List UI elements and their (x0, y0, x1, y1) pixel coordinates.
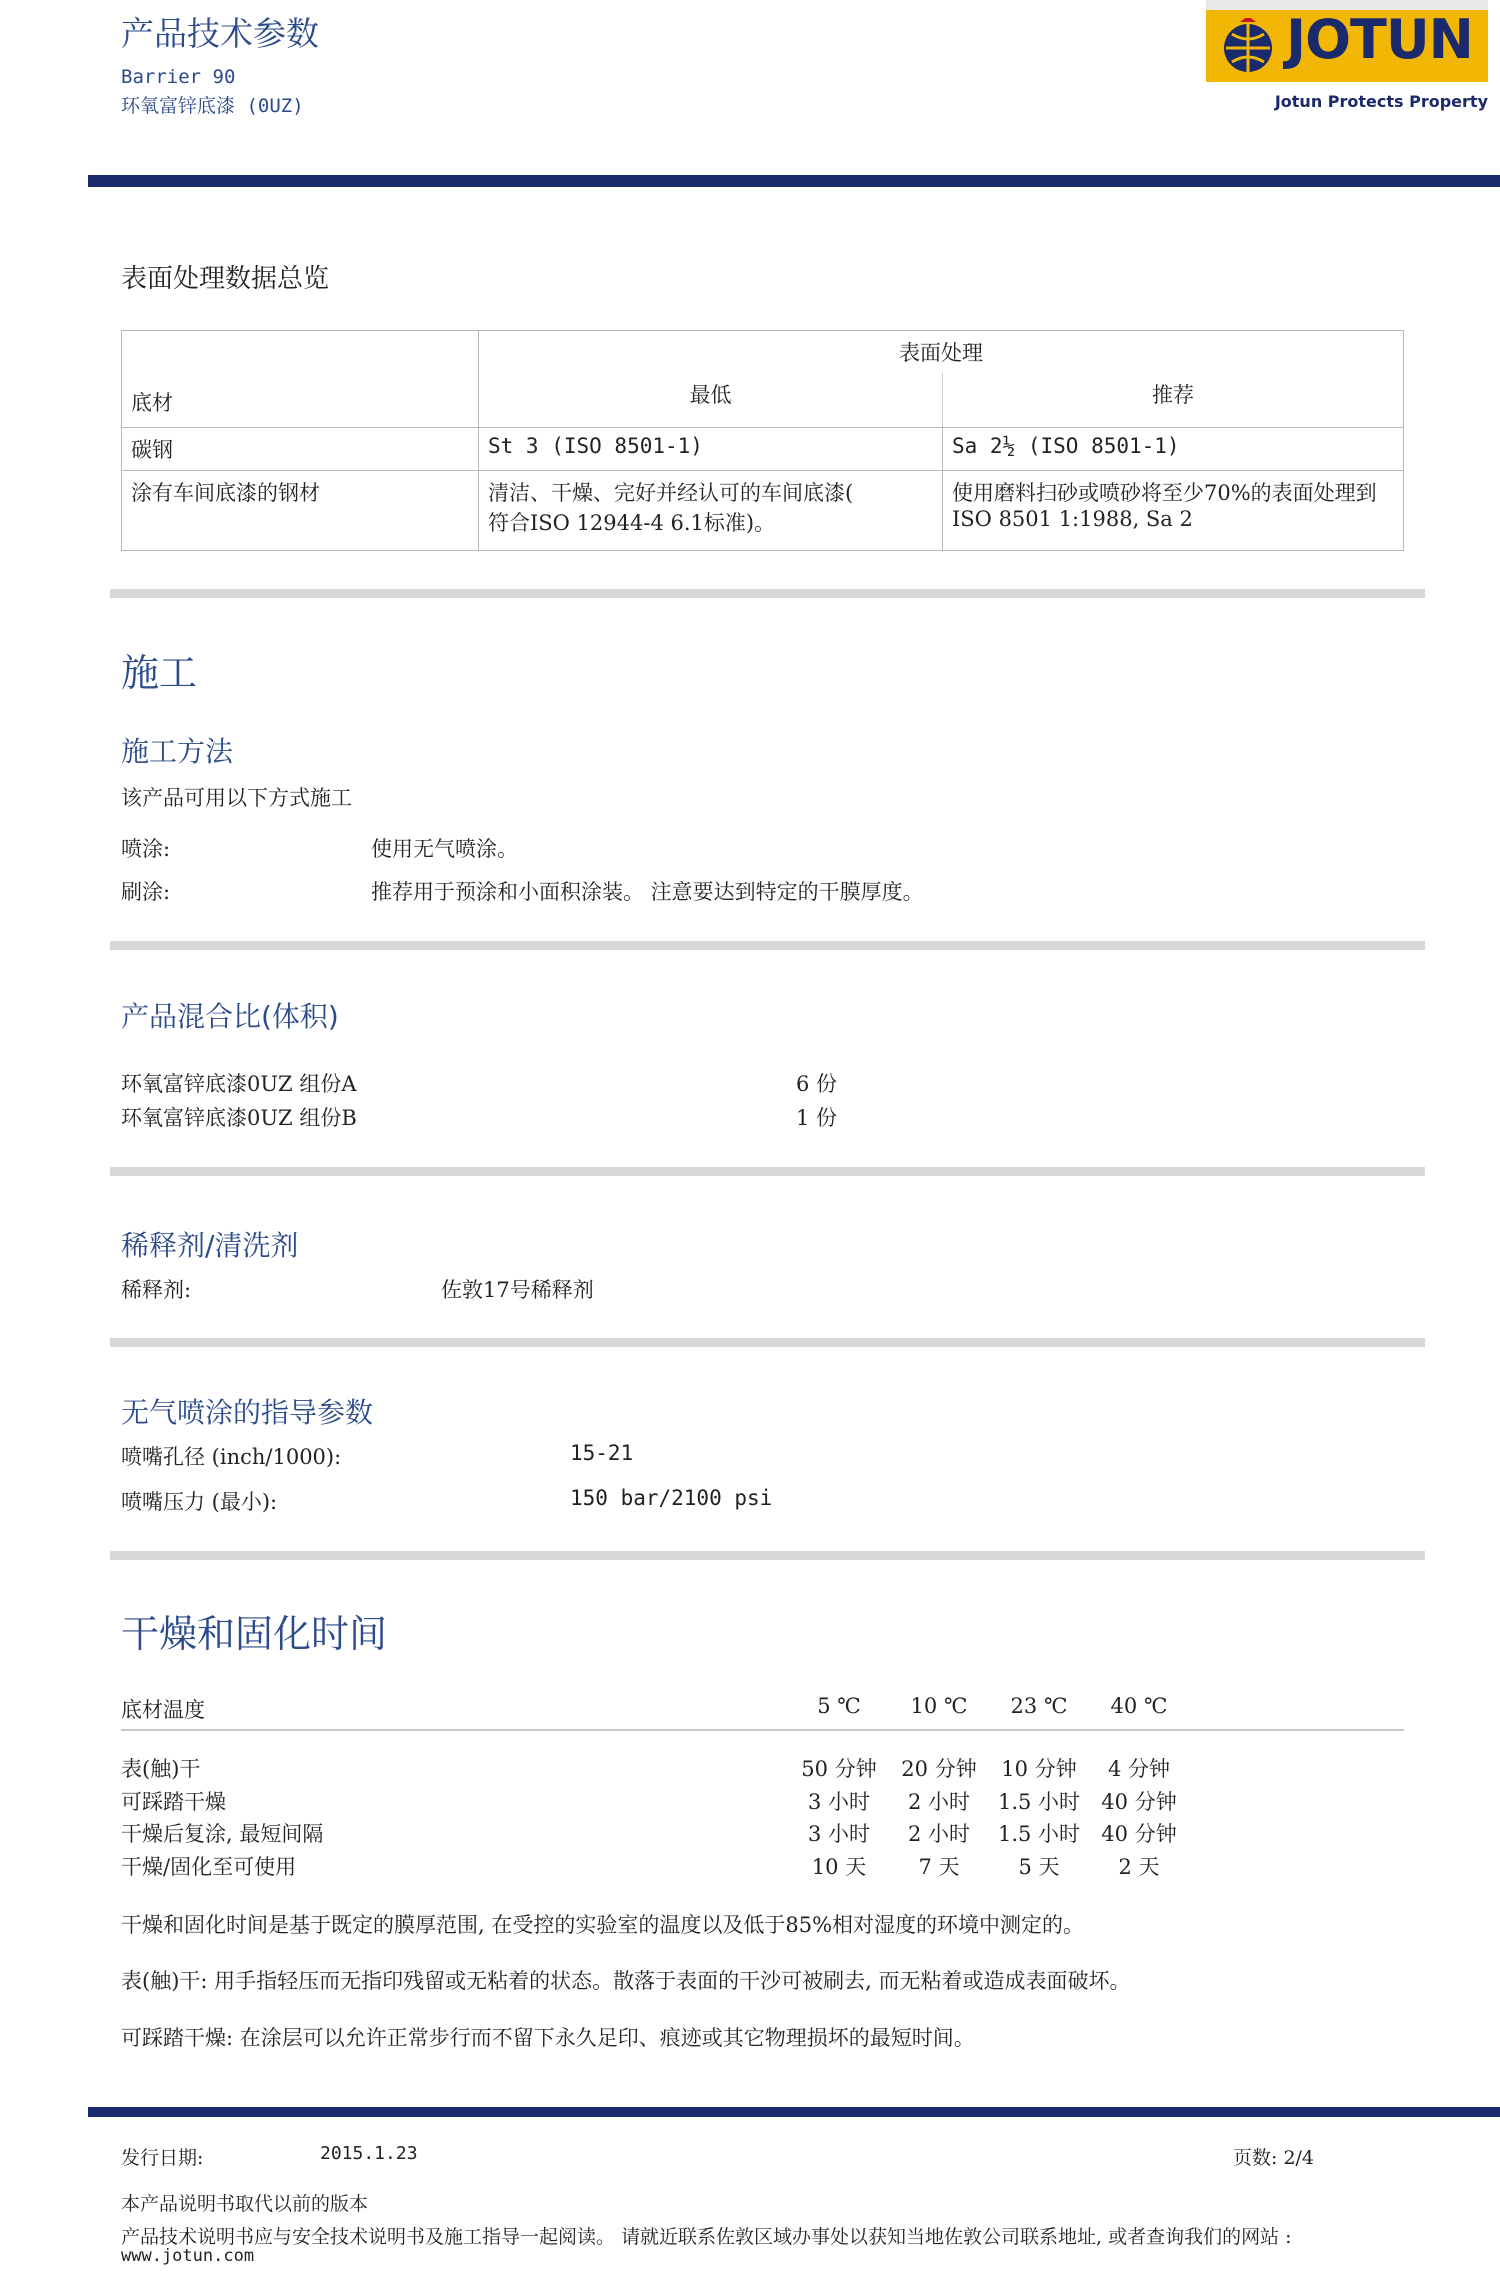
section-divider (110, 1338, 1425, 1347)
footer-divider (88, 2107, 1500, 2117)
table-row (121, 1818, 1404, 1848)
dry-label-touch: 表(触)干 (121, 1757, 201, 1781)
temp-23: 23 ℃ (1010, 1694, 1068, 1718)
airless-heading: 无气喷涂的指导参数 (121, 1396, 374, 1429)
application-intro: 该产品可用以下方式施工 (121, 786, 352, 810)
method-text-spray: 使用无气喷涂。 (371, 837, 518, 861)
section-divider (110, 941, 1425, 950)
jotun-logo (1206, 0, 1488, 118)
table-row (121, 1753, 1404, 1783)
cell-minimum (479, 471, 943, 551)
table-row (122, 471, 1404, 551)
nozzle-pressure-label: 喷嘴压力 (最小): (121, 1490, 278, 1514)
table-row (122, 428, 1404, 471)
thinner-label: 稀释剂: (121, 1278, 192, 1302)
dry-value: 40 分钟 (1101, 1790, 1177, 1814)
header-recommended: 推荐 (943, 373, 1404, 428)
method-text-brush: 推荐用于预涂和小面积涂装。 注意要达到特定的干膜厚度。 (371, 880, 924, 904)
dry-value: 40 分钟 (1101, 1822, 1177, 1846)
section-divider (110, 589, 1425, 598)
surface-prep-table (121, 330, 1404, 551)
temp-40: 40 ℃ (1110, 1694, 1168, 1718)
dry-value: 7 天 (918, 1855, 960, 1879)
cell-minimum-line: 清洁、干燥、完好并经认可的车间底漆( (488, 481, 854, 505)
substrate-temp-label: 底材温度 (121, 1698, 205, 1722)
dry-label-walk: 可踩踏干燥 (121, 1790, 226, 1814)
method-label-brush: 刷涂: (121, 880, 171, 904)
cell-recommended-line: ISO 8501 1:1988, Sa 2 (952, 507, 1193, 531)
product-subtitle: 环氧富锌底漆 (0UZ) (121, 95, 304, 117)
nozzle-size-value: 15-21 (570, 1441, 634, 1465)
drying-note: 干燥和固化时间是基于既定的膜厚范围, 在受控的实验室的温度以及低于85%相对湿度的环境中测定的。 (121, 1913, 1085, 1937)
nozzle-size-label: 喷嘴孔径 (inch/1000): (121, 1445, 342, 1469)
table-row (121, 1851, 1404, 1881)
dry-value: 3 小时 (807, 1822, 871, 1846)
page-number: 页数: 2/4 (1233, 2147, 1315, 2169)
issue-date: 2015.1.23 (320, 2143, 418, 2164)
cell-recommended (943, 471, 1404, 551)
temp-5: 5 ℃ (817, 1694, 861, 1718)
table-row (121, 1786, 1404, 1816)
table-header-row (122, 331, 1404, 374)
thinner-value: 佐敦17号稀释剂 (441, 1278, 594, 1302)
temperature-header-row (121, 1694, 1404, 1724)
dry-value: 1.5 小时 (997, 1790, 1081, 1814)
dry-value: 50 分钟 (801, 1757, 877, 1781)
page-title: 产品技术参数 (121, 14, 319, 53)
dry-value: 5 天 (1018, 1855, 1060, 1879)
cell-minimum: St 3 (ISO 8501-1) (479, 428, 943, 471)
nozzle-pressure-value: 150 bar/2100 psi (570, 1486, 773, 1510)
surface-section-title: 表面处理数据总览 (121, 264, 330, 294)
dry-value: 1.5 小时 (997, 1822, 1081, 1846)
website-link[interactable]: www.jotun.com (121, 2246, 255, 2266)
footer-line: 产品技术说明书应与安全技术说明书及施工指导一起阅读。 请就近联系佐敦区域办事处以获知当地佐敦公司联系地址, 或者查询我们的网站 : (121, 2226, 1292, 2248)
section-divider (110, 1551, 1425, 1560)
dry-value: 10 天 (811, 1855, 867, 1879)
mix-value-a: 6 份 (796, 1072, 838, 1096)
dry-label-recoat: 干燥后复涂, 最短间隔 (121, 1822, 324, 1846)
header-divider (88, 175, 1500, 187)
logo-tagline: Jotun Protects Property (1274, 92, 1488, 111)
mix-label-b: 环氧富锌底漆0UZ 组份B (121, 1106, 357, 1130)
thinner-heading: 稀释剂/清洗剂 (121, 1229, 299, 1262)
header-minimum: 最低 (479, 373, 943, 428)
issue-date-label: 发行日期: (121, 2147, 204, 2169)
dry-value: 3 小时 (807, 1790, 871, 1814)
header-substrate: 底材 (122, 331, 479, 428)
cell-recommended: Sa 2½ (ISO 8501-1) (943, 428, 1404, 471)
cell-substrate: 涂有车间底漆的钢材 (122, 471, 479, 551)
dry-value: 2 小时 (907, 1822, 971, 1846)
method-label-spray: 喷涂: (121, 837, 171, 861)
application-method-heading: 施工方法 (121, 735, 234, 768)
footer-line: 本产品说明书取代以前的版本 (121, 2193, 369, 2215)
header-surface-prep: 表面处理 (479, 331, 1404, 374)
drying-note: 可踩踏干燥: 在涂层可以允许正常步行而不留下永久足印、痕迹或其它物理损坏的最短时间。 (121, 2026, 975, 2050)
dry-value: 2 天 (1118, 1855, 1160, 1879)
section-divider (110, 1167, 1425, 1176)
logo-wordmark: JOTUN (1286, 8, 1473, 71)
application-heading: 施工 (121, 651, 198, 695)
cell-minimum-line: 符合ISO 12944-4 6.1标准)。 (488, 511, 776, 535)
drying-heading: 干燥和固化时间 (121, 1612, 388, 1656)
temp-10: 10 ℃ (910, 1694, 968, 1718)
dry-value: 20 分钟 (901, 1757, 977, 1781)
drying-note: 表(触)干: 用手指轻压而无指印残留或无粘着的状态。散落于表面的干沙可被刷去, 而无粘着或造成表面破坏。 (121, 1969, 1131, 1993)
dry-label-cure: 干燥/固化至可使用 (121, 1855, 297, 1879)
drying-table-divider (121, 1729, 1404, 1731)
globe-ship-icon (1218, 18, 1278, 76)
cell-substrate: 碳钢 (122, 428, 479, 471)
mix-label-a: 环氧富锌底漆0UZ 组份A (121, 1072, 357, 1096)
mix-value-b: 1 份 (796, 1106, 838, 1130)
cell-recommended-line: 使用磨料扫砂或喷砂将至少70%的表面处理到 (952, 481, 1377, 505)
dry-value: 4 分钟 (1107, 1757, 1171, 1781)
dry-value: 10 分钟 (1001, 1757, 1077, 1781)
dry-value: 2 小时 (907, 1790, 971, 1814)
product-name: Barrier 90 (121, 66, 236, 88)
mixing-heading: 产品混合比(体积) (121, 1000, 339, 1033)
